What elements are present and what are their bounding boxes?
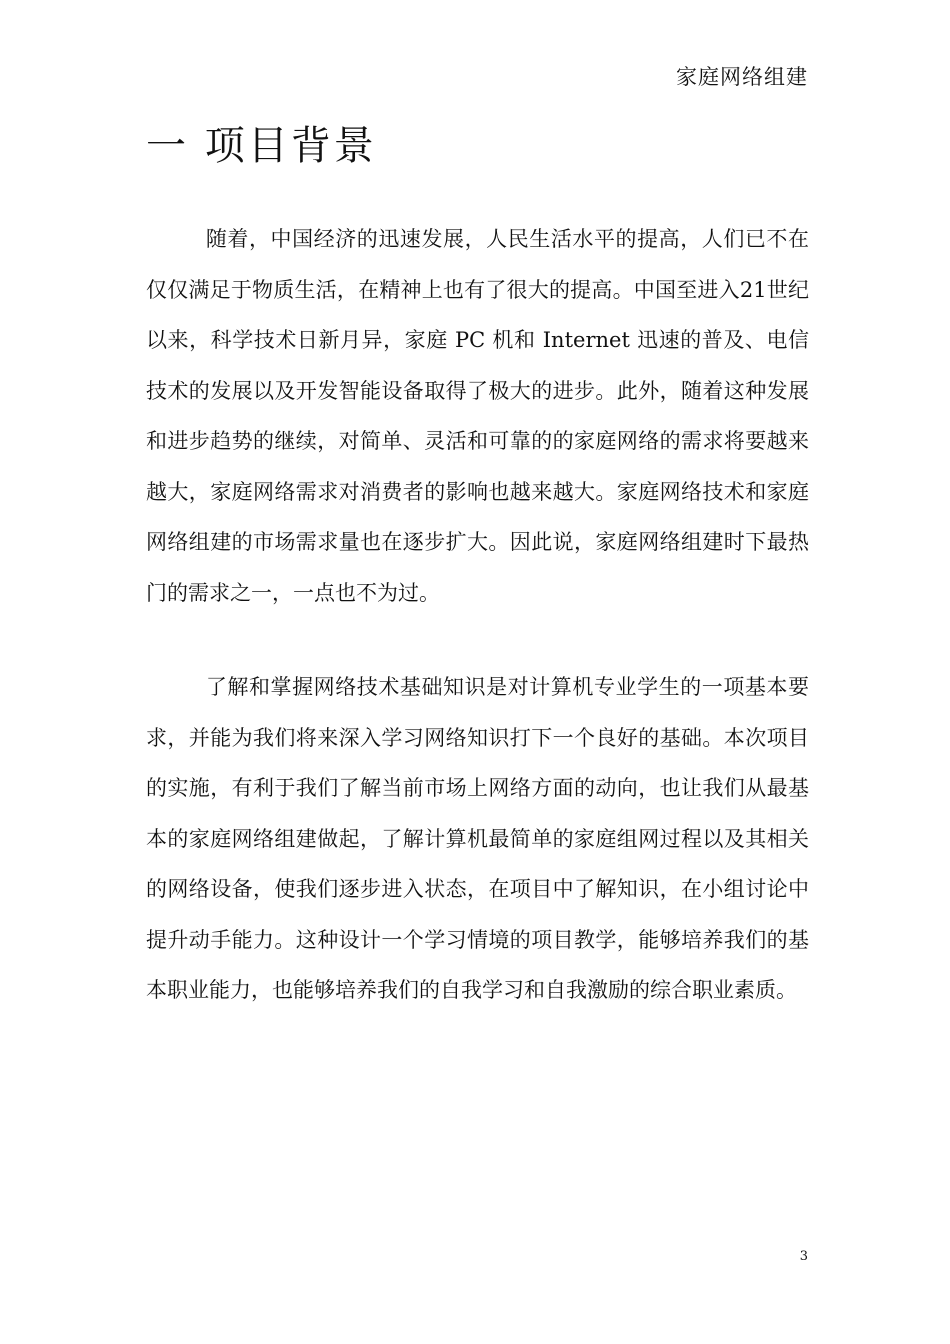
body-paragraph-1: 随着，中国经济的迅速发展，人民生活水平的提高，人们已不在仅仅满足于物质生活，在精神上也有了很大的提高。中国至进入21世纪以来，科学技术日新月异，家庭 PC 机和 Internet 迅速的普及、电信技术的发展以及开发智能设备取得了极大的进步。此外，随着这种发展和进步趋势的继续，对简单、灵活和可靠的的家庭网络的需求将要越来越大，家庭网络需求对消费者的影响也越来越大。家庭网络技术和家庭网络组建的市场需求量也在逐步扩大。因此说，家庭网络组建时下最热门的需求之一，一点也不为过。: [146, 227, 809, 605]
running-header-title: 家庭网络组建: [676, 65, 808, 89]
page-number: 3: [799, 1249, 808, 1264]
section-title: 一 项目背景: [146, 123, 377, 169]
body-paragraph-2: 了解和掌握网络技术基础知识是对计算机专业学生的一项基本要求，并能为我们将来深入学习网络知识打下一个良好的基础。本次项目的实施，有利于我们了解当前市场上网络方面的动向，也让我们从最基本的家庭网络组建做起，了解计算机最简单的家庭组网过程以及其相关的网络设备，使我们逐步进入状态，在项目中了解知识，在小组讨论中提升动手能力。这种设计一个学习情境的项目教学，能够培养我们的基本职业能力，也能够培养我们的自我学习和自我激励的综合职业素质。: [146, 675, 809, 1002]
